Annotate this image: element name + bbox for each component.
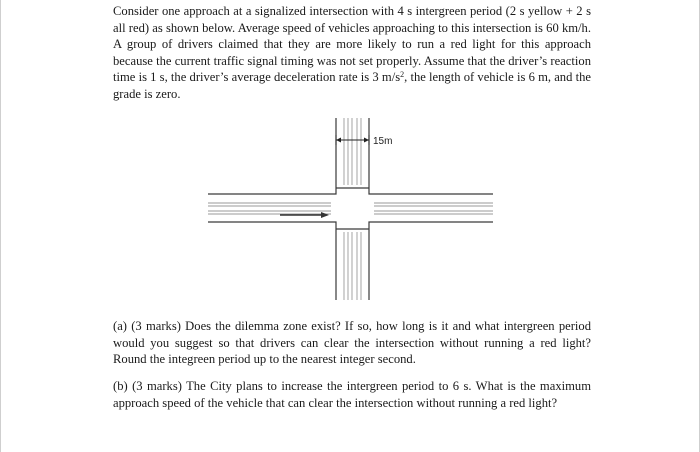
intro-text-2: , the length of vehicle is 6 m, and the grade is zero. — [113, 70, 591, 101]
approach-arrow — [280, 212, 329, 218]
question-part-a: (a) (3 marks) Does the dilemma zone exist? If so, how long is it and what intergreen period would you suggest so that drivers can clear the intersection without running a red light? Round the integreen period up to the nearest integer second. — [113, 319, 591, 367]
dimension-arrow-left — [336, 138, 341, 143]
edge-northeast — [369, 118, 493, 194]
stop-bars — [336, 188, 369, 229]
intro-text-1: Consider one approach at a signalized intersection with 4 s intergreen period (2 s yellow + 2 s all red) as shown below. Average speed of vehicles approaching to this intersection is 60 km/h. A group of drivers claimed that they are more likely to run a red light for this approach because the current traffic signal timing was not set properly. Assume that the driver’s reaction time is 1 s, the driver’s average deceleration rate is 3 m/s — [113, 4, 591, 85]
question-part-b: (b) (3 marks) The City plans to increase the intergreen period to 6 s. What is the maximum approach speed of the vehicle that can clear the intersection without running a red light? — [113, 379, 591, 410]
edge-northwest — [208, 118, 336, 194]
vertical-lane-lines — [344, 118, 361, 300]
edge-southwest — [208, 222, 336, 300]
horizontal-lane-lines — [208, 203, 493, 214]
dimension-label: 15m — [373, 136, 393, 147]
edge-southeast — [369, 222, 493, 300]
dimension-arrow-right — [364, 138, 369, 143]
road-edges — [208, 118, 493, 300]
squared-superscript: 2 — [400, 70, 405, 80]
